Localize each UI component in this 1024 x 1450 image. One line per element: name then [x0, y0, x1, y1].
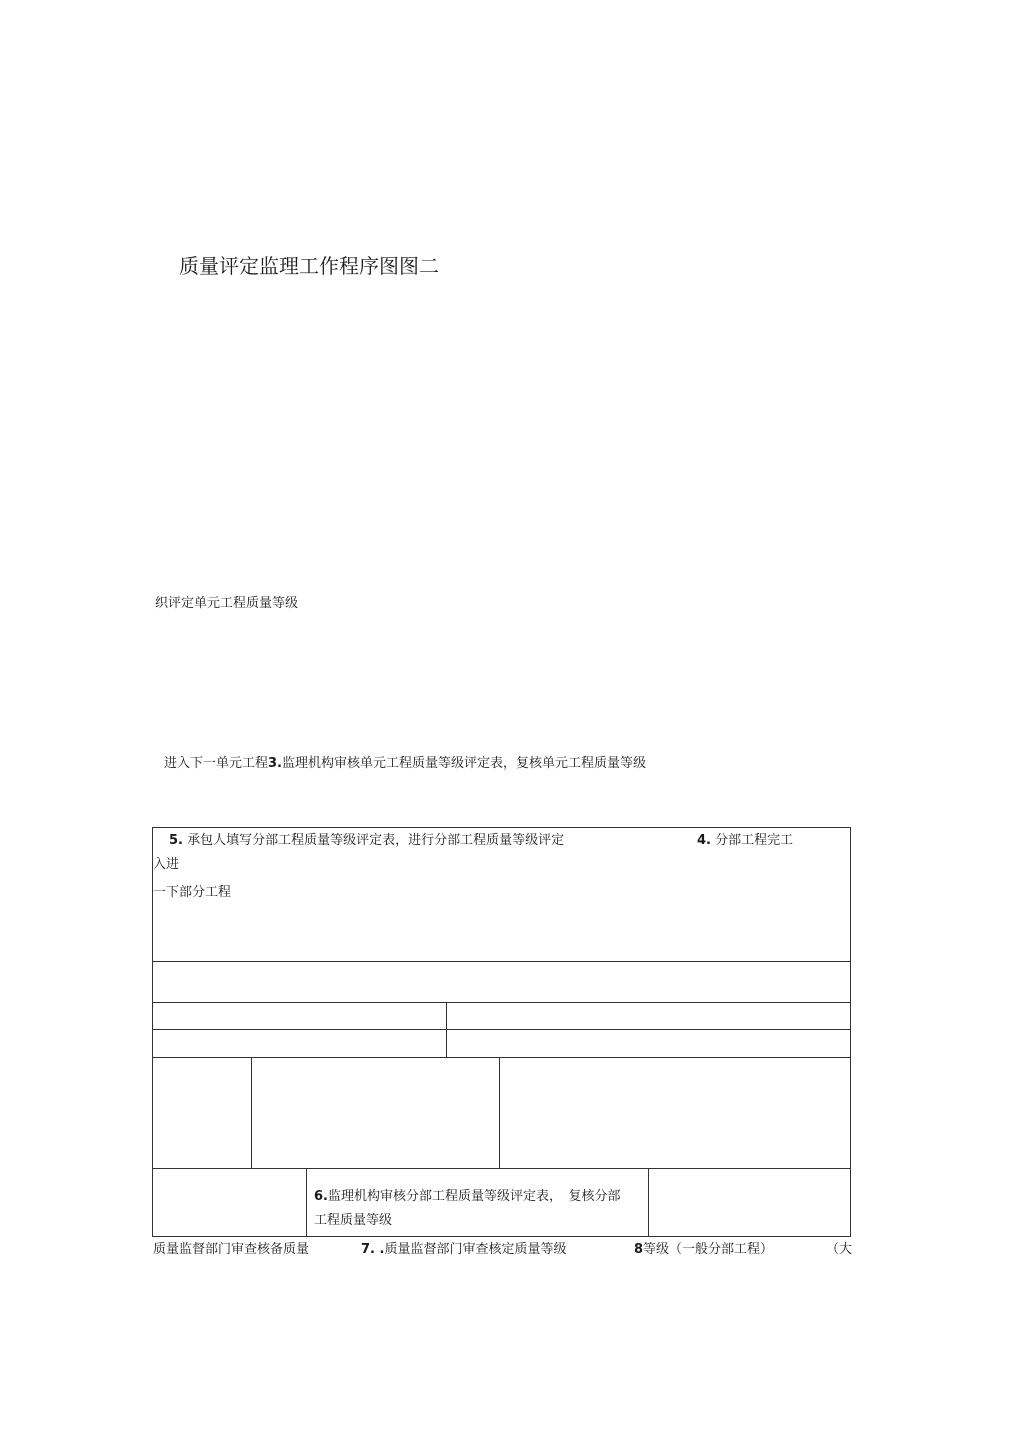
footer-left: 质量监督部门审查核备质量 [153, 1242, 310, 1257]
step-next-unit-label: 进入下一单元工程 [164, 756, 269, 771]
step-6-label: 监理机构审核分部工程质量等级评定表， 复核分部 [327, 1189, 621, 1204]
footer-right: （大 [826, 1242, 853, 1257]
step-7-row [361, 1238, 566, 1257]
enter-next-line2: 一下部分工程 [153, 885, 232, 900]
step-5-number: 5. [169, 833, 183, 848]
step-6-line2: 工程质量等级 [314, 1213, 393, 1228]
step-6-line1 [314, 1185, 621, 1204]
enter-next-line1: 入进 [153, 857, 180, 872]
page-title: 质量评定监理工作程序图图二 [179, 254, 439, 278]
step-4-number: 4. [697, 833, 711, 848]
step-3-label: 监理机构审核单元工程质量等级评定表，复核单元工程质量等级 [282, 756, 647, 771]
step-6-number: 6. [314, 1189, 328, 1204]
step-4-label: 分部工程完工 [715, 833, 794, 848]
step-8-number: 8 [634, 1242, 644, 1257]
step-8-row [634, 1238, 773, 1257]
step-5-label: 承包人填写分部工程质量等级评定表，进行分部工程质量等级评定 [187, 833, 565, 848]
step-4-box [697, 829, 793, 848]
step-8-label: 等级（一般分部工程） [643, 1242, 774, 1257]
step-7-number: 7. . [361, 1242, 385, 1257]
step-3-row [164, 752, 646, 771]
step-organize-unit-quality: 织评定单元工程质量等级 [155, 596, 299, 611]
step-3-number: 3. [268, 756, 282, 771]
step-5-box [169, 829, 564, 848]
step-7-label: 质量监督部门审查核定质量等级 [384, 1242, 567, 1257]
